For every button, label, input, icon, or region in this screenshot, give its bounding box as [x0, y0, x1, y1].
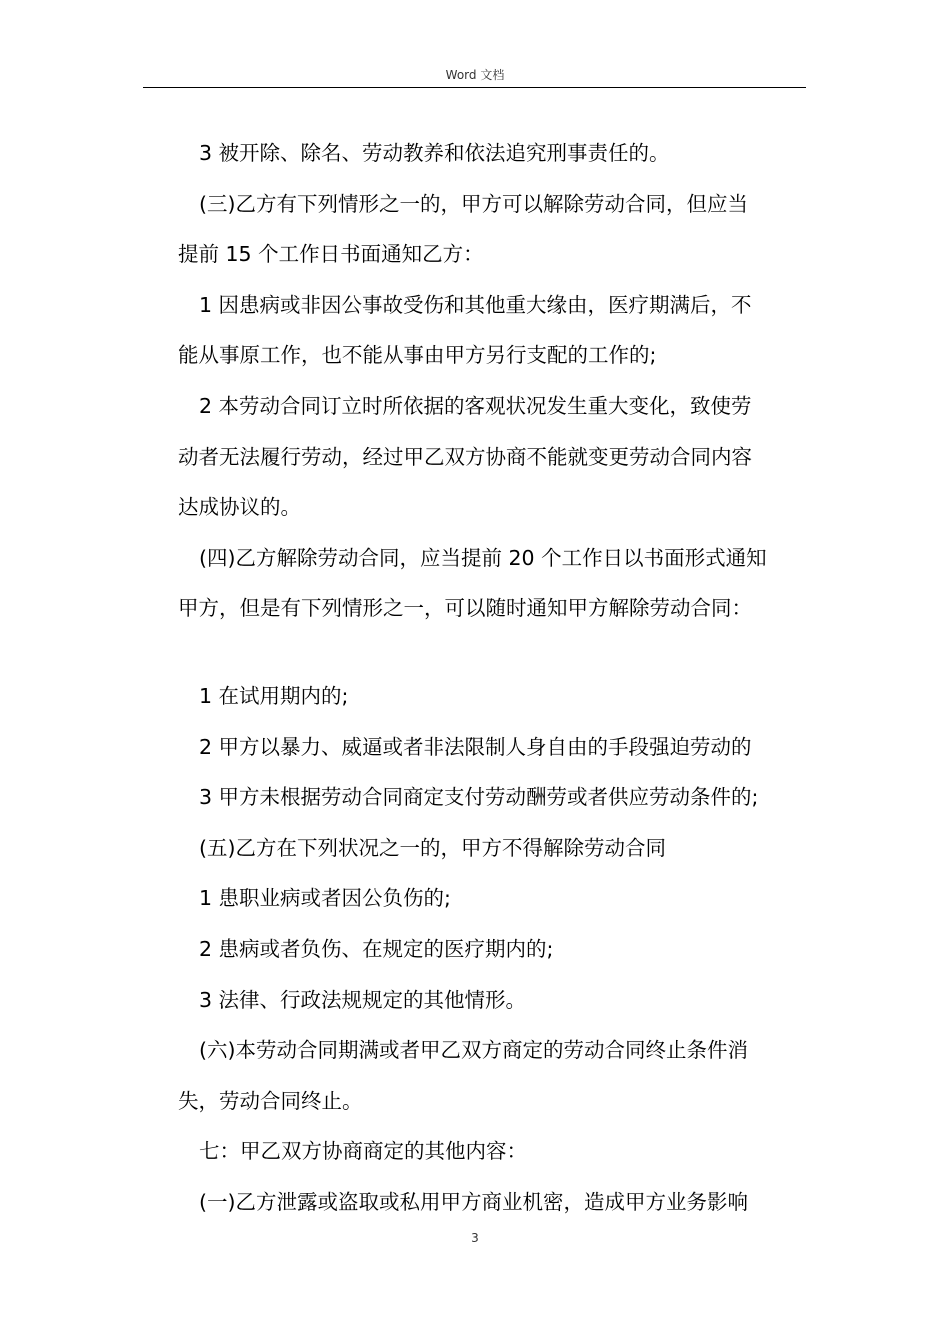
body-line: 3 甲方未根据劳动合同商定支付劳动酬劳或者供应劳动条件的; — [199, 785, 759, 810]
body-line: 失，劳动合同终止。 — [178, 1088, 363, 1113]
body-line: 2 患病或者负伤、在规定的医疗期内的; — [199, 936, 554, 961]
body-line: 1 患职业病或者因公负伤的; — [199, 886, 451, 911]
body-line: 2 甲方以暴力、威逼或者非法限制人身自由的手段强迫劳动的 — [199, 734, 752, 759]
body-line: 1 因患病或非因公事故受伤和其他重大缘由，医疗期满后，不 — [199, 292, 752, 317]
body-line: 达成协议的。 — [178, 495, 301, 520]
body-line: (六)本劳动合同期满或者甲乙双方商定的劳动合同终止条件消 — [199, 1038, 748, 1063]
body-line: 2 本劳动合同订立时所依据的客观状况发生重大变化，致使劳 — [199, 393, 752, 418]
body-line: (一)乙方泄露或盗取或私用甲方商业机密，造成甲方业务影响 — [199, 1189, 748, 1214]
body-line: 动者无法履行劳动，经过甲乙双方协商不能就变更劳动合同内容 — [178, 444, 752, 469]
page-number: 3 — [471, 1231, 479, 1245]
document-body — [178, 128, 803, 1227]
blank-spacer — [178, 634, 803, 671]
page-header-title: Word 文档 — [445, 68, 505, 82]
body-line: 3 法律、行政法规规定的其他情形。 — [199, 987, 527, 1012]
body-line: 七：甲乙双方协商商定的其他内容： — [199, 1139, 527, 1164]
body-line: (五)乙方在下列状况之一的，甲方不得解除劳动合同 — [199, 835, 666, 860]
body-line: 3 被开除、除名、劳动教养和依法追究刑事责任的。 — [199, 141, 670, 165]
body-line: 提前 15 个工作日书面通知乙方： — [178, 242, 484, 267]
body-line: 1 在试用期内的; — [199, 683, 349, 708]
body-line: (四)乙方解除劳动合同，应当提前 20 个工作日以书面形式通知 — [199, 545, 767, 570]
body-line: (三)乙方有下列情形之一的，甲方可以解除劳动合同，但应当 — [199, 191, 748, 216]
body-line: 能从事原工作，也不能从事由甲方另行支配的工作的; — [178, 343, 657, 368]
body-line: 甲方，但是有下列情形之一，可以随时通知甲方解除劳动合同： — [178, 596, 752, 621]
header-divider — [143, 87, 806, 88]
